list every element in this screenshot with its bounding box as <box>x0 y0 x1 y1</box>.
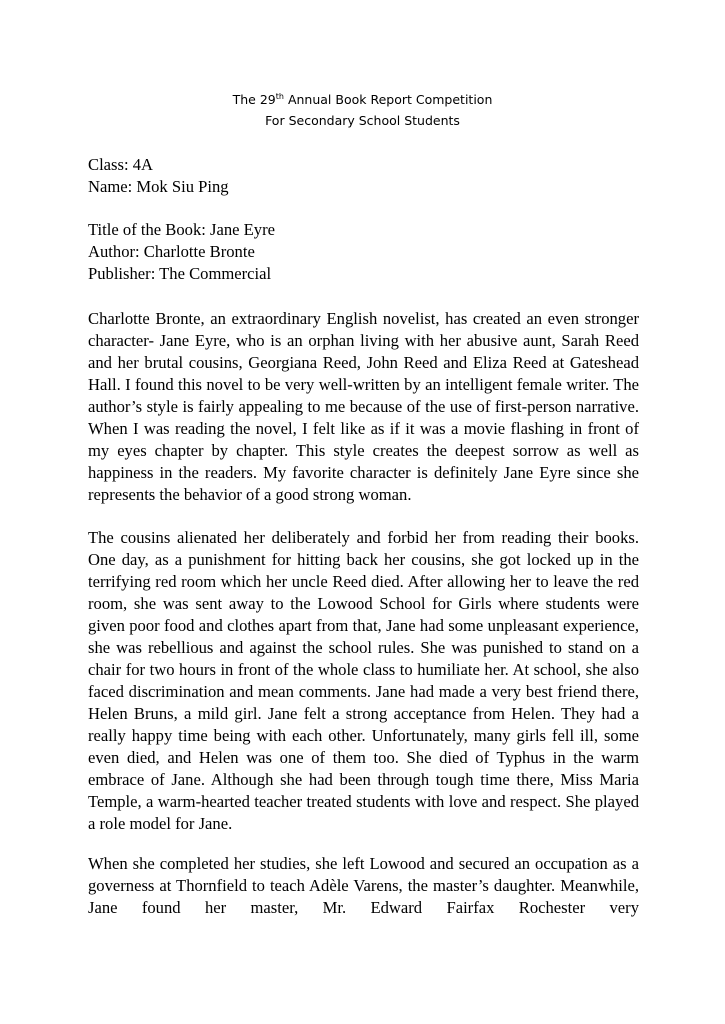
publisher-line: Publisher: The Commercial <box>88 264 272 283</box>
competition-title <box>0 90 725 110</box>
book-title-line: Title of the Book: Jane Eyre <box>88 220 275 239</box>
competition-title-number: The 29 <box>232 92 276 107</box>
competition-title-text: Annual Book Report Competition <box>283 92 493 107</box>
student-info <box>88 154 639 198</box>
author-line: Author: Charlotte Bronte <box>88 242 255 261</box>
ordinal-suffix: th <box>275 91 284 101</box>
class-line: Class: 4A <box>88 155 153 174</box>
competition-subtitle: For Secondary School Students <box>265 113 460 128</box>
report-paragraph-1: Charlotte Bronte, an extraordinary English novelist, has created an even stronger character- Jane Eyre, who is an orphan living with her abusive aunt, Sarah Reed and her brutal cousins, Georgiana Reed, John Reed and Eliza Reed at Gateshead Hall. I found this novel to be very well-written by an intelligent female writer. The author’s style is fairly appealing to me because of the use of first-person narrative. When I was reading the novel, I felt like as if it was a movie flashing in front of my eyes chapter by chapter. This style creates the deepest sorrow as well as happiness in the readers. My favorite character is definitely Jane Eyre since she represents the behavior of a good strong woman. <box>88 309 639 504</box>
name-line: Name: Mok Siu Ping <box>88 177 229 196</box>
book-info <box>88 219 639 285</box>
report-paragraph-2: The cousins alienated her deliberately and forbid her from reading their books. One day, as a punishment for hitting back her cousins, she got locked up in the terrifying red room which her uncle Reed died. After allowing her to leave the red room, she was sent away to the Lowood School for Girls where students were given poor food and clothes apart from that, Jane had some unpleasant experience, she was rebellious and against the school rules. She was punished to stand on a chair for two hours in front of the whole class to humiliate her. At school, she also faced discrimination and mean comments. Jane had made a very best friend there, Helen Bruns, a mild girl. Jane felt a strong acceptance from Helen. They had a really happy time being with each other. Unfortunately, many girls fell ill, some even died, and Helen was one of them too. She died of Typhus in the warm embrace of Jane. Although she had been through tough time there, Miss Maria Temple, a warm-hearted teacher treated students with love and respect. She played a role model for Jane. <box>88 528 639 833</box>
report-paragraph-3: When she completed her studies, she left Lowood and secured an occupation as a governess at Thornfield to teach Adèle Varens, the master’s daughter. Meanwhile, Jane found her master, Mr. Edward Fairfax Rochester very <box>88 854 639 917</box>
